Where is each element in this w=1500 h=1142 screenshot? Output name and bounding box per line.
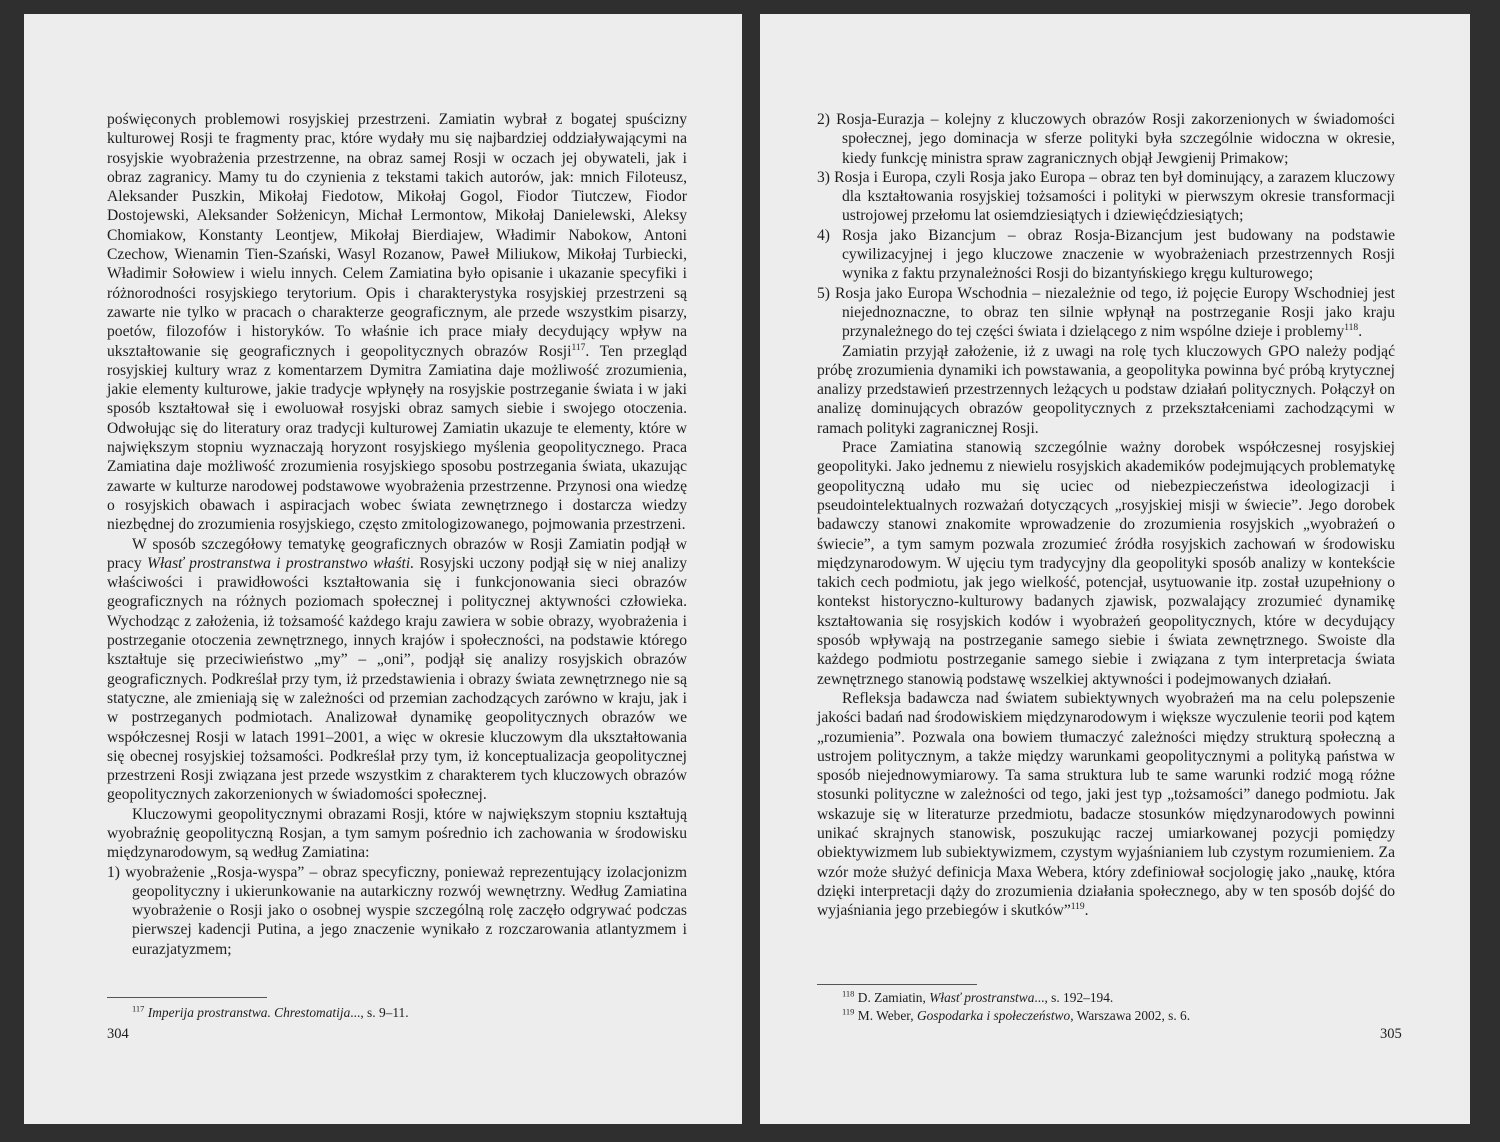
- text-run: Kluczowymi geopolitycznymi obrazami Rosji, które w największym stopniu kształtują wyobraźnię geopolityczną Rosjan, a tym samym pośrednio ich zachowania w środowisku międzynarodowym, są według Zamiatina:: [107, 805, 687, 862]
- right-footnotes: [842, 989, 1402, 1025]
- footnote: [132, 1004, 692, 1022]
- text-run: , Warszawa 2002, s. 6.: [1070, 1008, 1191, 1023]
- page-number-right: 305: [1380, 1026, 1402, 1042]
- footnote-ref: 119: [1070, 901, 1085, 912]
- paragraph: [107, 110, 687, 535]
- footnote-ref: 117: [571, 342, 586, 353]
- footnote: [842, 1007, 1402, 1025]
- footnote-ref: 118: [1344, 323, 1359, 334]
- text-run: Rosyjski uczony podjął się w niej analizy właściwości i prawidłowości kształtowania się i funkcjonowania sieci obrazów geograficznych na różnych poziomach społecznej i politycznej aktywności człowieka. Wychodząc z założenia, iż tożsamość każdego kraju zawiera w sobie obrazy, wyobrażenia i postrzeganie otoczenia zewnętrznego, innych krajów i społeczności, na podstawie którego kształtuje się przeciwieństwo „my” – „oni”, podjął się analizy rosyjskich obrazów geograficznych. Podkreślał przy tym, iż przedstawienia i obrazy świata zewnętrznego nie są statyczne, ale zmieniają się w zależności od przemian zachodzących zarówno w kraju, jak i w postrzeganych podmiotach. Analizował dynamikę geopolitycznych obrazów we współczesnej Rosji w latach 1991–2001, a więc w okresie kluczowym dla ukształtowania się obecnej rosyjskiej tożsamości. Podkreślał przy tym, iż konceptualizacja geopolitycznej przestrzeni Rosji związana jest przede wszystkim z charakterem tych kluczowych obrazów geopolitycznych zakorzenionych w świadomości społecznej.: [107, 554, 687, 804]
- text-run: .: [1084, 902, 1089, 920]
- text-run: ..., s. 192–194.: [1034, 990, 1114, 1005]
- right-page: [760, 14, 1470, 1124]
- text-run: W sposób szczegółowy tematykę geograficznych obrazów w Rosji Zamiatin podjął w pracy: [107, 535, 687, 572]
- left-footnotes: [132, 1004, 692, 1022]
- text-run: Zamiatin przyjął założenie, iż z uwagi na rolę tych kluczowych GPO należy podjąć próbę zrozumienia dynamiki ich powstawania, a geopolityka powinna być próbą krytycznej analizy przedstawień przestrzennych leżących u podstaw działań politycznych. Połączył on analizę dominujących obrazów geopolitycznych z przekształceniami zachodzącymi w ramach polityki zagranicznej Rosji.: [817, 342, 1395, 437]
- paragraph: [817, 342, 1395, 438]
- list-item: [817, 284, 1395, 342]
- text-run: 3) Rosja i Europa, czyli Rosja jako Europa – obraz ten był dominujący, a zarazem kluczowy dla kształtowania rosyjskiej tożsamości i polityki w pierwszym okresie transformacji ustrojowej przełomu lat osiemdziesiątych i dziewięćdziesiątych;: [817, 168, 1395, 225]
- footnote-number: 119: [842, 1006, 855, 1017]
- italic-title: Gospodarka i społeczeństwo: [916, 1008, 1071, 1023]
- paragraph: [107, 535, 687, 805]
- text-run: .: [1358, 323, 1363, 341]
- text-run: 1) wyobrażenie „Rosja-wyspa” – obraz specyficzny, ponieważ reprezentujący izolacjonizm geopolityczny i ukierunkowanie na autarkiczny rozwój wewnętrzny. Według Zamiatina wyobrażenie o Rosji jako o osobnej wyspie szczególną rolę zaczęło odgrywać podczas pierwszej kadencji Putina, a jego znaczenie wynikało z rozczarowania atlantyzmem i eurazjatyzmem;: [107, 863, 687, 958]
- text-run: . Ten przegląd rosyjskiej kultury wraz z komentarzem Dymitra Zamiatina daje możliwość zrozumienia, jakie elementy kulturowe, jakie tradycje wpłynęły na rosyjskie postrzeganie świata i w jaki sposób kształtował się i ewoluował rosyjski obraz samych siebie i swojego otoczenia. Odwołując się do literatury oraz tradycji kulturowej Zamiatin ukazuje te elementy, które w największym stopniu wyznaczają horyzont rosyjskiego myślenia geopolitycznego. Praca Zamiatina daje możliwość zrozumienia rosyjskiego sposobu postrzegania świata, ukazując zawarte w kulturze narodowej podstawowe wyobrażenia przestrzenne. Przynosi ona wiedzę o rosyjskich obawach i aspiracjach wobec świata zewnętrznego i dostarcza wiedzy niezbędnej do zrozumienia rosyjskiego, często zmitologizowanego, pojmowania przestrzeni.: [107, 342, 688, 534]
- left-page-body: [107, 110, 687, 959]
- footnote: [842, 989, 1402, 1007]
- text-run: Refleksja badawcza nad światem subiektywnych wyobrażeń ma na celu polepszenie jakości badań nad środowiskiem międzynarodowym i większe wyczulenie teorii pod kątem „rozumienia”. Pozwala ona bowiem tłumaczyć zależności między strukturą społeczną a ustrojem politycznym, a także między warunkami geopolitycznymi a polityką państwa w sposób niejednowymiarowy. Ta sama struktura lub te same warunki rodzić mogą różne stosunki polityczne w zależności od tego, jaki jest typ „tożsamości” danego podmiotu. Jak wskazuje się w literaturze przedmiotu, badacze stosunków międzynarodowych powinni unikać skrajnych stanowisk, poszukując raczej umiarkowanej pozycji pomiędzy obiektywizmem lub subiektywizmem, czystym wyjaśnianiem lub czystym rozumieniem. Za wzór może służyć definicja Maxa Webera, który zdefiniował socjologię jako „naukę, która dzięki interpretacji dąży do zrozumienia działania społecznego, aby w ten sposób dojść do wyjaśniania jego przebiegów i skutków”: [817, 689, 1395, 920]
- text-run: 4) Rosja jako Bizancjum – obraz Rosja-Bizancjum jest budowany na podstawie cywilizacyjnej i jego kluczowe znaczenie w wyobrażeniach przestrzennych Rosji wynika z faktu przynależności Rosji do bizantyńskiego kręgu kulturowego;: [817, 226, 1395, 283]
- page-number-left: 304: [107, 1026, 129, 1042]
- left-page: [24, 14, 742, 1124]
- footnote-rule: [817, 984, 977, 985]
- italic-title: Własť prostranstwa: [929, 990, 1035, 1005]
- text-run: D. Zamiatin,: [857, 990, 930, 1005]
- italic-title: Imperija prostranstwa. Chrestomatija: [147, 1005, 351, 1020]
- text-run: poświęconych problemowi rosyjskiej przestrzeni. Zamiatin wybrał z bogatej spuścizny kulturowej Rosji te fragmenty prac, które wydały mu się najbardziej oddziaływającymi na rosyjskie wyobrażenia przestrzenne, na obraz samej Rosji w oczach jej obywateli, jak i obraz zagranicy. Mamy tu do czynienia z tekstami takich autorów, jak: mnich Filoteusz, Aleksander Puszkin, Mikołaj Fiedotow, Mikołaj Gogol, Fiodor Tiutczew, Fiodor Dostojewski, Aleksander Sołżenicyn, Michał Lermontow, Mikołaj Danielewski, Aleksy Chomiakow, Konstanty Leontjew, Mikołaj Bierdiajew, Władimir Nabokow, Antoni Czechow, Wienamin Tien-Szański, Wasyl Rozanow, Paweł Miliukow, Mikołaj Turbiecki, Władimir Sołowiew i wielu innych. Celem Zamiatina było opisanie i ukazanie specyfiki i różnorodności rosyjskiego terytorium. Opis i charakterystyka rosyjskiej przestrzeni są zawarte nie tylko w pracach o charakterze geograficznym, ale przede wszystkim pisarzy, poetów, filozofów i historyków. To właśnie ich prace miały decydujący wpływ na ukształtowanie się geograficznych i geopolitycznych obrazów Rosji: [107, 111, 687, 360]
- footnote-number: 118: [842, 988, 855, 999]
- list-item: [817, 226, 1395, 284]
- text-run: Prace Zamiatina stanowią szczególnie ważny dorobek współczesnej rosyjskiej geopolityki. Jako jednemu z niewielu rosyjskich akademików podejmujących problematykę geopolityczną udało mu się uciec od niebezpieczeństwa ideologizacji i pseudointelektualnych rozważań dotyczących „rosyjskiej misji w świecie”. Jego dorobek badawczy stanowi znakomite wprowadzenie do zrozumienia rosyjskich „wyobrażeń o świecie”, a tym samym pozwala zrozumieć źródła rosyjskich zachowań w środowisku międzynarodowym. W ujęciu tym tradycyjny dla geopolityki sposób analizy w kontekście takich cech podmiotu, jak jego wielkość, potencjał, usytuowanie itp. został uzupełniony o kontekst historyczno-kulturowy badanych zjawisk, pozwalający zrozumieć dynamikę kształtowania się rosyjskich kodów i wyobrażeń geopolitycznych, które w decydujący sposób wpływają na postrzeganie samego siebie i świata zewnętrznego. Swoiste dla każdego podmiotu postrzeganie samego siebie i związana z tym interpretacja świata zewnętrznego stanowią podstawę wszelkiej aktywności i podejmowanych działań.: [817, 439, 1395, 688]
- right-page-body: [817, 110, 1395, 920]
- text-run: M. Weber,: [857, 1008, 917, 1023]
- italic-title: Własť prostranstwa i prostranstwo właśti.: [146, 554, 415, 572]
- paragraph: [817, 438, 1395, 689]
- list-item: [817, 168, 1395, 226]
- text-run: ..., s. 9–11.: [350, 1005, 409, 1020]
- list-item: [817, 110, 1395, 168]
- footnote-rule: [107, 997, 267, 998]
- paragraph: [817, 689, 1395, 921]
- paragraph: [107, 805, 687, 863]
- text-run: 5) Rosja jako Europa Wschodnia – niezależnie od tego, iż pojęcie Europy Wschodniej jest niejednoznaczne, to obraz ten silnie wpłynął na postrzeganie Rosji jako kraju przynależnego do tej części świata i dzielącego z nim wspólne dzieje i problemy: [817, 284, 1395, 341]
- footnote-number: 117: [132, 1003, 145, 1014]
- list-item: [107, 863, 687, 959]
- text-run: 2) Rosja-Eurazja – kolejny z kluczowych obrazów Rosji zakorzenionych w świadomości społecznej, jego dominacja w sferze polityki była szczególnie widoczna w okresie, kiedy funkcję ministra spraw zagranicznych objął Jewgienij Primakow;: [817, 111, 1395, 167]
